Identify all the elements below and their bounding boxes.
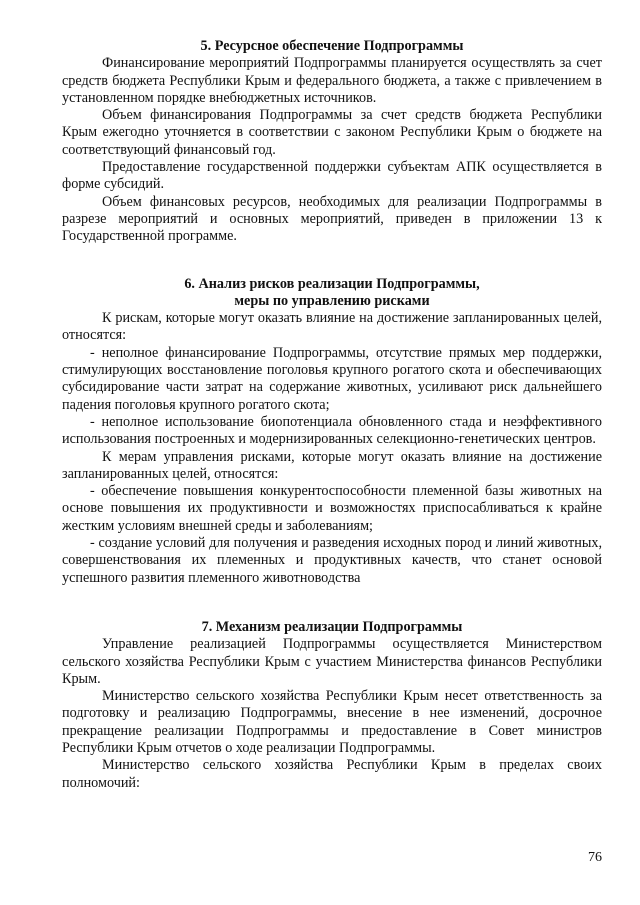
section-risk-analysis (62, 276, 602, 587)
paragraph: Министерство сельского хозяйства Республики Крым в пределах своих полномочий: (62, 757, 602, 791)
document-page (62, 38, 602, 792)
paragraph: К рискам, которые могут оказать влияние на достижение запланированных целей, относятся: (62, 310, 602, 344)
paragraph: Объем финансовых ресурсов, необходимых для реализации Подпрограммы в разрезе мероприятий и основных мероприятий, приведен в приложении 13 к Государственной программе. (62, 193, 602, 245)
list-item: - обеспечение повышения конкурентоспособности племенной базы животных на основе повышения их продуктивности и возможностях приспосабливаться к крайне жестким условиям внешней среды и заболеваниям; (62, 483, 602, 534)
paragraph: Финансирование мероприятий Подпрограммы планируется осуществлять за счет средств бюджета Республики Крым и федерального бюджета, а также с привлечением в установленном порядке внебюджетных источников. (62, 55, 602, 106)
paragraph: Объем финансирования Подпрограммы за счет средств бюджета Республики Крым ежегодно уточняется в соответствии с законом Республики Крым о бюджете на соответствующий финансовый год. (62, 107, 602, 158)
section-heading: 5. Ресурсное обеспечение Подпрограммы (200, 38, 464, 54)
section-implementation-mechanism (62, 619, 602, 792)
paragraph: К мерам управления рисками, которые могут оказать влияние на достижение запланированных целей, относятся: (62, 448, 602, 482)
list-item: - неполное финансирование Подпрограммы, отсутствие прямых мер поддержки, стимулирующих восстановление поголовья крупного рогатого скота и обеспечивающих субсидирование части затрат на содержание животных, усиливают риск дальнейшего падения поголовья крупного рогатого скота; (62, 344, 602, 413)
section-heading: 6. Анализ рисков реализации Подпрограммы, (184, 275, 480, 292)
list-item: - неполное использование биопотенциала обновленного стада и неэффективного использования построенных и модернизированных селекционно-генетических центров. (62, 413, 602, 448)
paragraph: Предоставление государственной поддержки субъектам АПК осуществляется в форме субсидий. (62, 159, 602, 193)
section-resource-provision (62, 38, 602, 246)
paragraph: Министерство сельского хозяйства Республики Крым несет ответственность за подготовку и реализацию Подпрограммы, внесение в нее изменений, досрочное прекращение реализации Подпрограммы и предоставление в Совет министров Республики Крым отчетов о ходе реализации Подпрограммы. (62, 688, 602, 756)
section-heading-line-2: меры по управлению рисками (234, 292, 430, 309)
list-item: - создание условий для получения и разведения исходных пород и линий животных, совершенствования их племенных и продуктивных качеств, что станет основой успешного развития племенного животноводства (62, 535, 602, 586)
page-number: 76 (588, 850, 602, 865)
section-heading: 7. Механизм реализации Подпрограммы (201, 618, 463, 635)
paragraph: Управление реализацией Подпрограммы осуществляется Министерством сельского хозяйства Республики Крым с участием Министерства финансов Республики Крым. (62, 636, 602, 687)
